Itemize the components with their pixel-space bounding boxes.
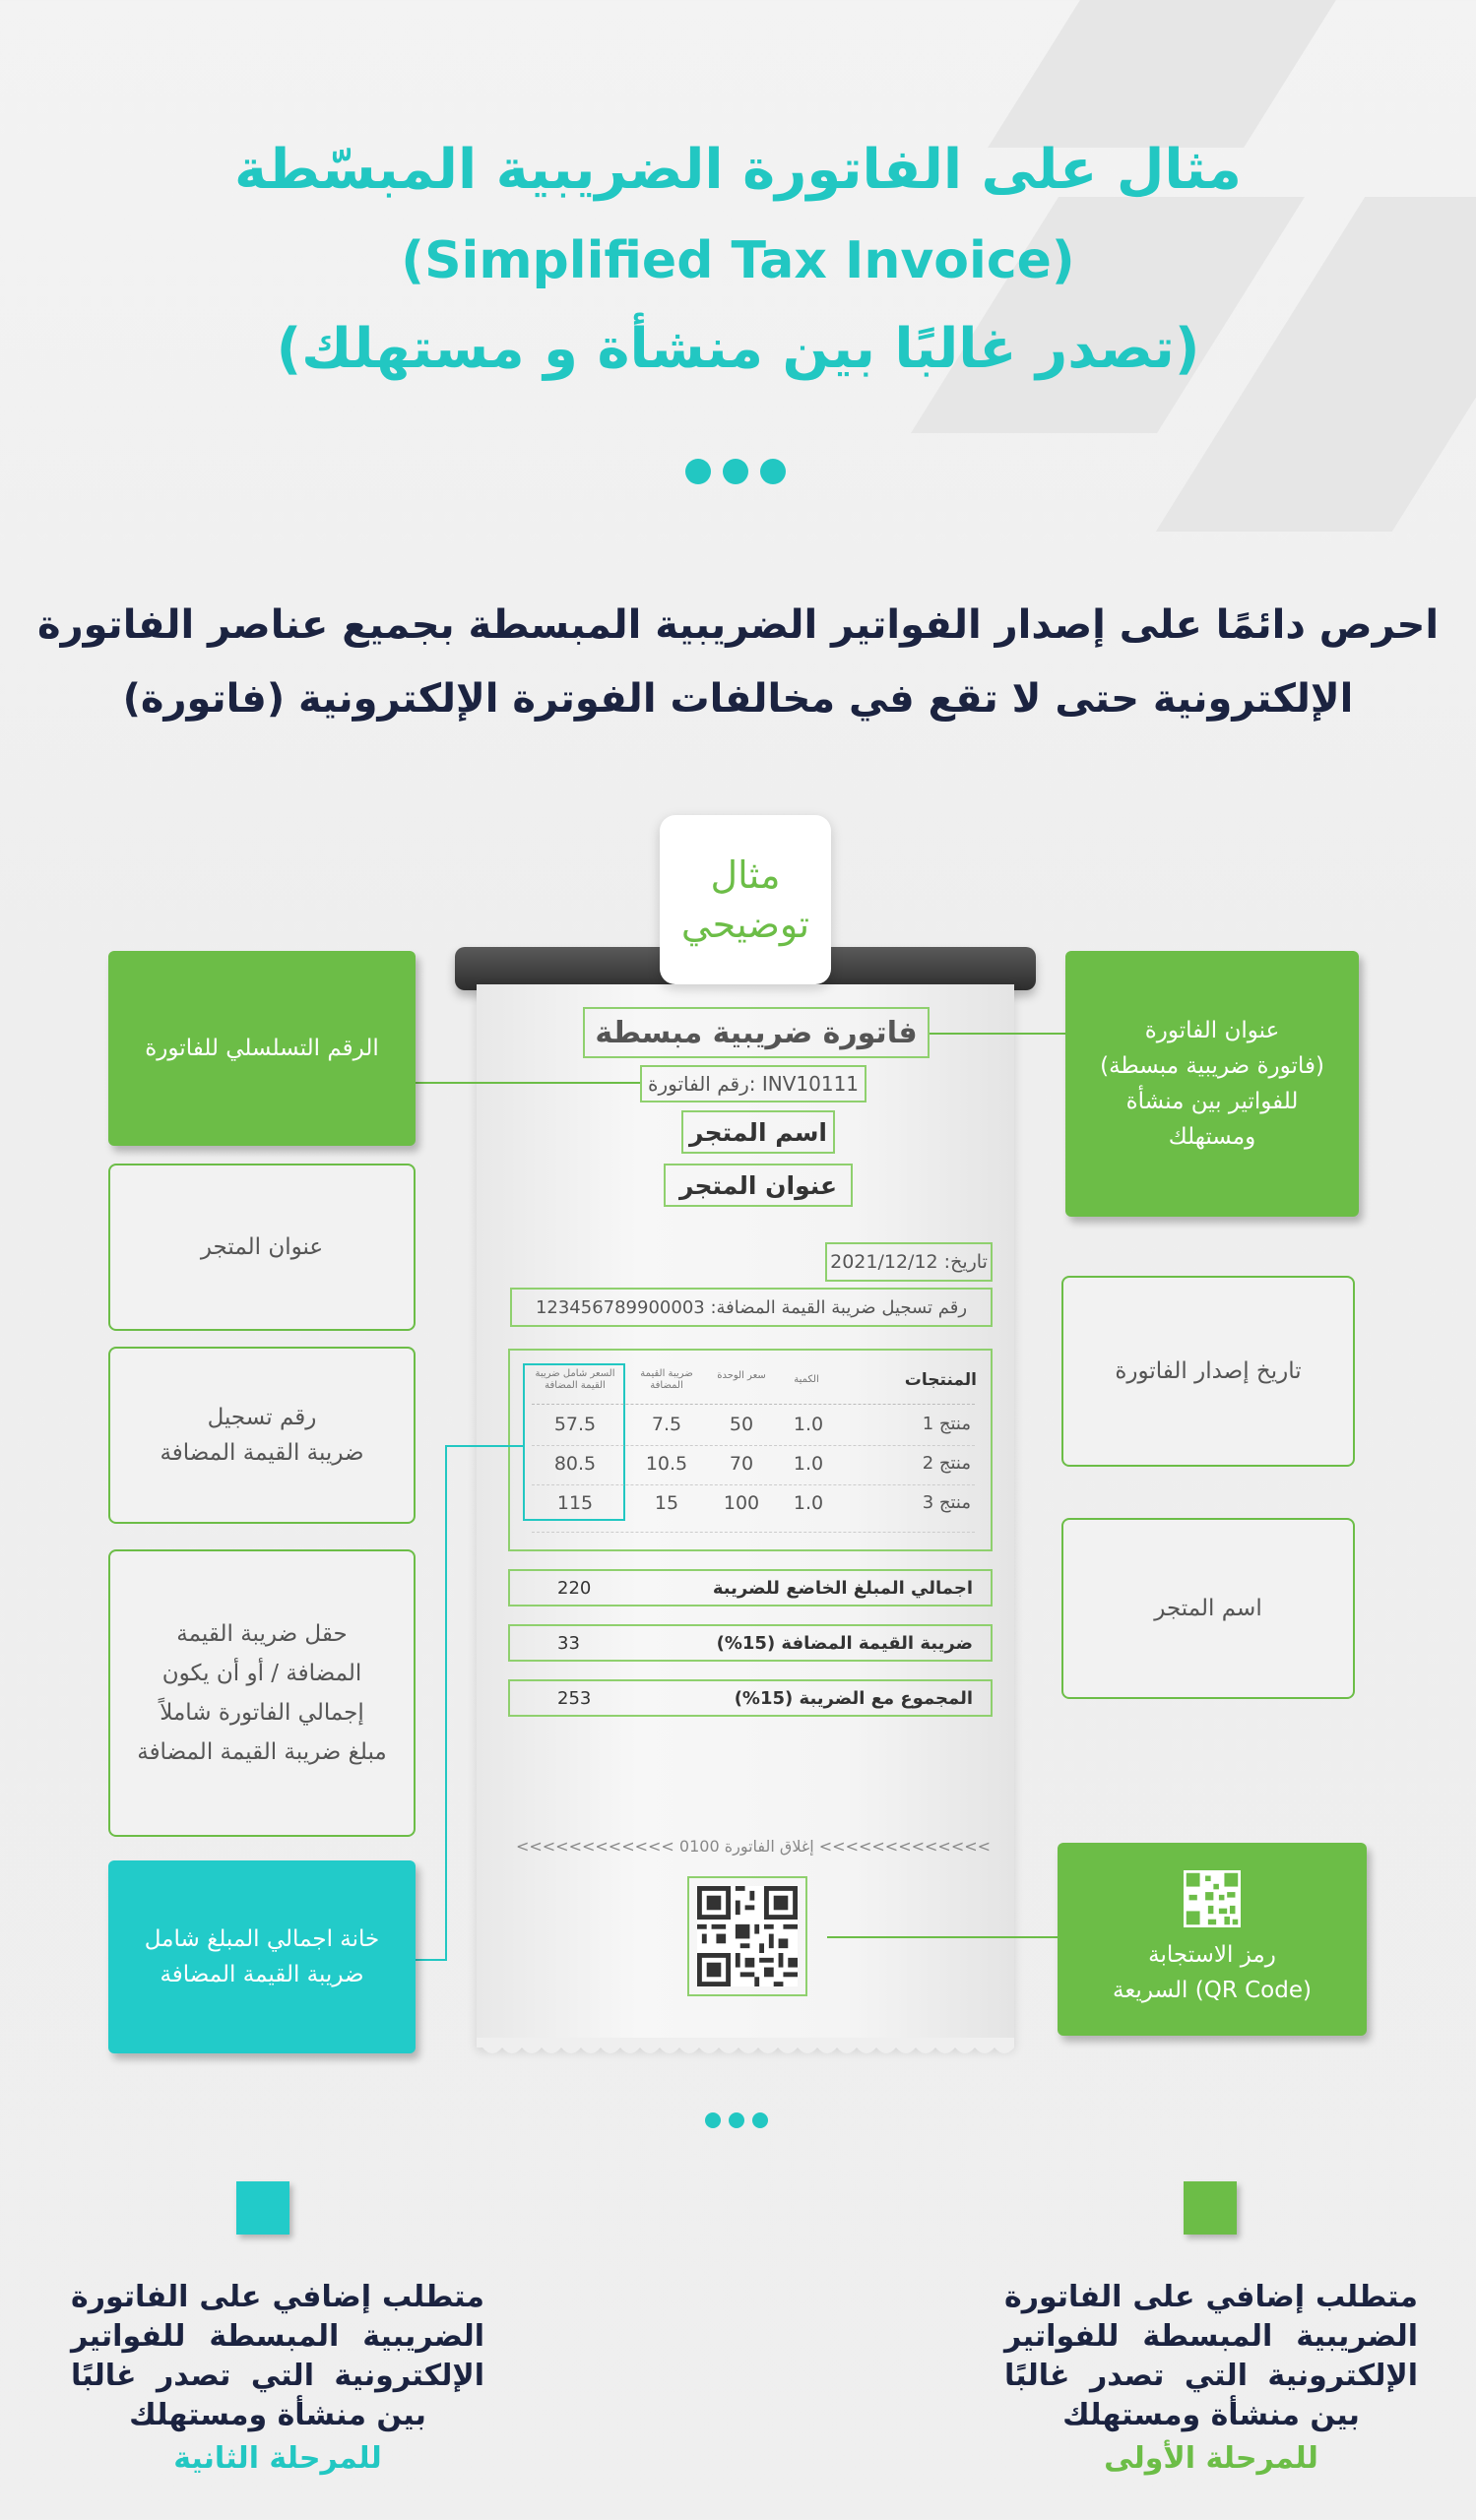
table-row-1-unit-price: 50: [729, 1414, 754, 1435]
card-total-incl-vat: [108, 1860, 416, 2053]
connector-total-h1: [445, 1445, 524, 1447]
card-invoice-title: [1065, 951, 1359, 1217]
table-row-3-vat: 15: [654, 1492, 679, 1514]
card-store-name: [1061, 1518, 1355, 1699]
card-store-name-text: اسم المتجر: [1154, 1596, 1262, 1621]
title-line-2: (Simplified Tax Invoice): [401, 231, 1075, 290]
card-store-address: [108, 1164, 416, 1331]
table-row-divider: [532, 1404, 975, 1405]
qr-code-small-icon: [1184, 1870, 1241, 1927]
card-vat-field: [108, 1549, 416, 1837]
card-qr-code-line-1: رمز الاستجابة: [1148, 1942, 1276, 1968]
receipt-date: تاريخ: 2021/12/12: [825, 1242, 993, 1282]
card-vat-field-line-1: حقل ضريبة القيمة: [176, 1621, 348, 1647]
card-invoice-title-line-3: للفواتير بين منشأة: [1125, 1089, 1299, 1114]
table-header-qty: الكمية: [794, 1374, 819, 1385]
taxable-amount-label: اجمالي المبلغ الخاضع للضريبة: [712, 1578, 973, 1599]
table-row-2-unit-price: 70: [729, 1453, 754, 1475]
card-serial-number-text: الرقم التسلسلي للفاتورة: [145, 1036, 379, 1061]
total-with-vat-row: [508, 1679, 993, 1717]
card-serial-number: [108, 951, 416, 1146]
table-row-1-qty: 1.0: [793, 1414, 824, 1435]
table-row-3-total: 115: [556, 1492, 594, 1514]
intro-line-1: احرص دائمًا على إصدار الفواتير الضريبية المبسطة بجميع عناصر الفاتورة: [36, 602, 1440, 648]
card-invoice-title-line-2: (فاتورة ضريبية مبسطة): [1100, 1053, 1324, 1079]
connector-title: [930, 1033, 1065, 1035]
footer-left-line-3: الإلكترونية التي تصدر غالبًا: [71, 2359, 484, 2393]
receipt-invoice-number: رقم الفاتورة: INV10111: [640, 1065, 866, 1102]
footer-right-line-1: متطلب إضافي على الفاتورة: [1004, 2280, 1418, 2314]
dot-3: [760, 459, 786, 484]
receipt-store-name: اسم المتجر: [681, 1110, 835, 1154]
table-row-2-vat: 10.5: [645, 1453, 688, 1475]
small-dot-1: [705, 2112, 721, 2128]
table-header-vat: ضريبة القيمة المضافة: [640, 1368, 693, 1391]
example-tag: [660, 815, 831, 984]
card-vat-registration-line-1: رقم تسجيل: [207, 1405, 317, 1430]
small-dot-2: [729, 2112, 744, 2128]
table-header-unit-price: سعر الوحدة: [717, 1370, 766, 1381]
footer-right-text: [1004, 2278, 1418, 2396]
table-row-divider: [532, 1445, 975, 1446]
card-total-incl-vat-line-1: خانة اجمالي المبلغ شامل: [144, 1926, 380, 1952]
footer-right-line-4: بين منشأة ومستهلك: [1062, 2398, 1360, 2432]
footer-right-line-2: الضريبية المبسطة للفواتير: [1004, 2319, 1418, 2354]
title-line-3: (تصدر غالبًا بين منشأة و مستهلك): [276, 317, 1200, 381]
footer-left-text: [71, 2278, 484, 2396]
intro-line-2: الإلكترونية حتى لا تقع في مخالفات الفوترة الإلكترونية (فاتورة): [122, 676, 1354, 722]
phase-two-marker: [236, 2181, 289, 2235]
connector-serial: [416, 1082, 640, 1084]
table-header-products: المنتجات: [904, 1370, 977, 1390]
footer-left-line-2: الضريبية المبسطة للفواتير: [71, 2319, 484, 2354]
card-vat-field-line-2: المضافة / أو أن يكون: [161, 1661, 362, 1686]
card-issue-date: [1061, 1276, 1355, 1467]
vat-amount-value: 33: [557, 1633, 580, 1654]
total-with-vat-value: 253: [557, 1688, 592, 1709]
table-row-1-product: منتج 1: [922, 1414, 971, 1434]
footer-right-phase: للمرحلة الأولى: [1104, 2441, 1318, 2476]
receipt-store-address: عنوان المتجر: [664, 1164, 853, 1207]
card-qr-code-line-2: السريعة (QR Code): [1113, 1978, 1312, 2003]
table-row-2-product: منتج 2: [922, 1453, 971, 1474]
footer-right-line-3: الإلكترونية التي تصدر غالبًا: [1004, 2359, 1418, 2393]
taxable-amount-row: [508, 1569, 993, 1606]
card-vat-registration: [108, 1347, 416, 1524]
vat-amount-label: ضريبة القيمة المضافة (15%): [716, 1633, 973, 1654]
bg-stripe-1: [988, 0, 1336, 148]
card-vat-field-line-3: إجمالي الفاتورة شاملاً: [160, 1700, 364, 1726]
table-row-divider: [532, 1532, 975, 1533]
receipt-torn-edge: [477, 2038, 1014, 2061]
table-row-3-qty: 1.0: [793, 1492, 824, 1514]
invoice-closing-line: <<<<<<<<<<<< إغلاق الفاتورة 0100 <<<<<<<<<<<<<: [515, 1837, 992, 1856]
card-invoice-title-line-1: عنوان الفاتورة: [1144, 1018, 1280, 1043]
table-header-price-incl-vat: السعر شامل ضريبة القيمة المضافة: [535, 1368, 615, 1391]
card-issue-date-text: تاريخ إصدار الفاتورة: [1115, 1358, 1302, 1384]
table-row-3-unit-price: 100: [723, 1492, 760, 1514]
table-row-2-total: 80.5: [553, 1453, 597, 1475]
tag-line-1: مثال: [710, 853, 781, 897]
table-row-1-total: 57.5: [553, 1414, 597, 1435]
footer-left-phase: للمرحلة الثانية: [173, 2441, 382, 2476]
card-vat-field-line-4: مبلغ ضريبة القيمة المضافة: [137, 1739, 387, 1765]
taxable-amount-value: 220: [557, 1578, 592, 1599]
table-row-1-vat: 7.5: [651, 1414, 682, 1435]
card-invoice-title-line-4: ومستهلك: [1168, 1124, 1256, 1150]
total-with-vat-label: المجموع مع الضريبة (15%): [734, 1688, 973, 1709]
small-dot-3: [752, 2112, 768, 2128]
dot-2: [723, 459, 748, 484]
qr-code-icon: [697, 1886, 798, 1986]
connector-qr: [827, 1936, 1058, 1938]
table-row-divider: [532, 1484, 975, 1485]
phase-one-marker: [1184, 2181, 1237, 2235]
connector-total-h2: [416, 1959, 447, 1961]
footer-left-line-1: متطلب إضافي على الفاتورة: [71, 2280, 484, 2314]
table-row-2-qty: 1.0: [793, 1453, 824, 1475]
card-store-address-text: عنوان المتجر: [200, 1234, 324, 1260]
card-vat-registration-line-2: ضريبة القيمة المضافة: [160, 1440, 364, 1466]
receipt-vat-number: رقم تسجيل ضريبة القيمة المضافة: 123456789900003: [510, 1288, 993, 1327]
card-qr-code: [1058, 1843, 1367, 2036]
footer-left-line-4: بين منشأة ومستهلك: [129, 2398, 426, 2432]
dot-1: [685, 459, 711, 484]
tag-line-2: توضيحي: [680, 903, 810, 946]
table-row-3-product: منتج 3: [922, 1492, 971, 1513]
card-total-incl-vat-line-2: ضريبة القيمة المضافة: [160, 1962, 364, 1987]
receipt-title: فاتورة ضريبية مبسطة: [583, 1007, 930, 1058]
connector-total-v: [445, 1445, 447, 1961]
title-line-1: مثال على الفاتورة الضريبية المبسّطة: [234, 138, 1242, 202]
vat-amount-row: [508, 1624, 993, 1662]
